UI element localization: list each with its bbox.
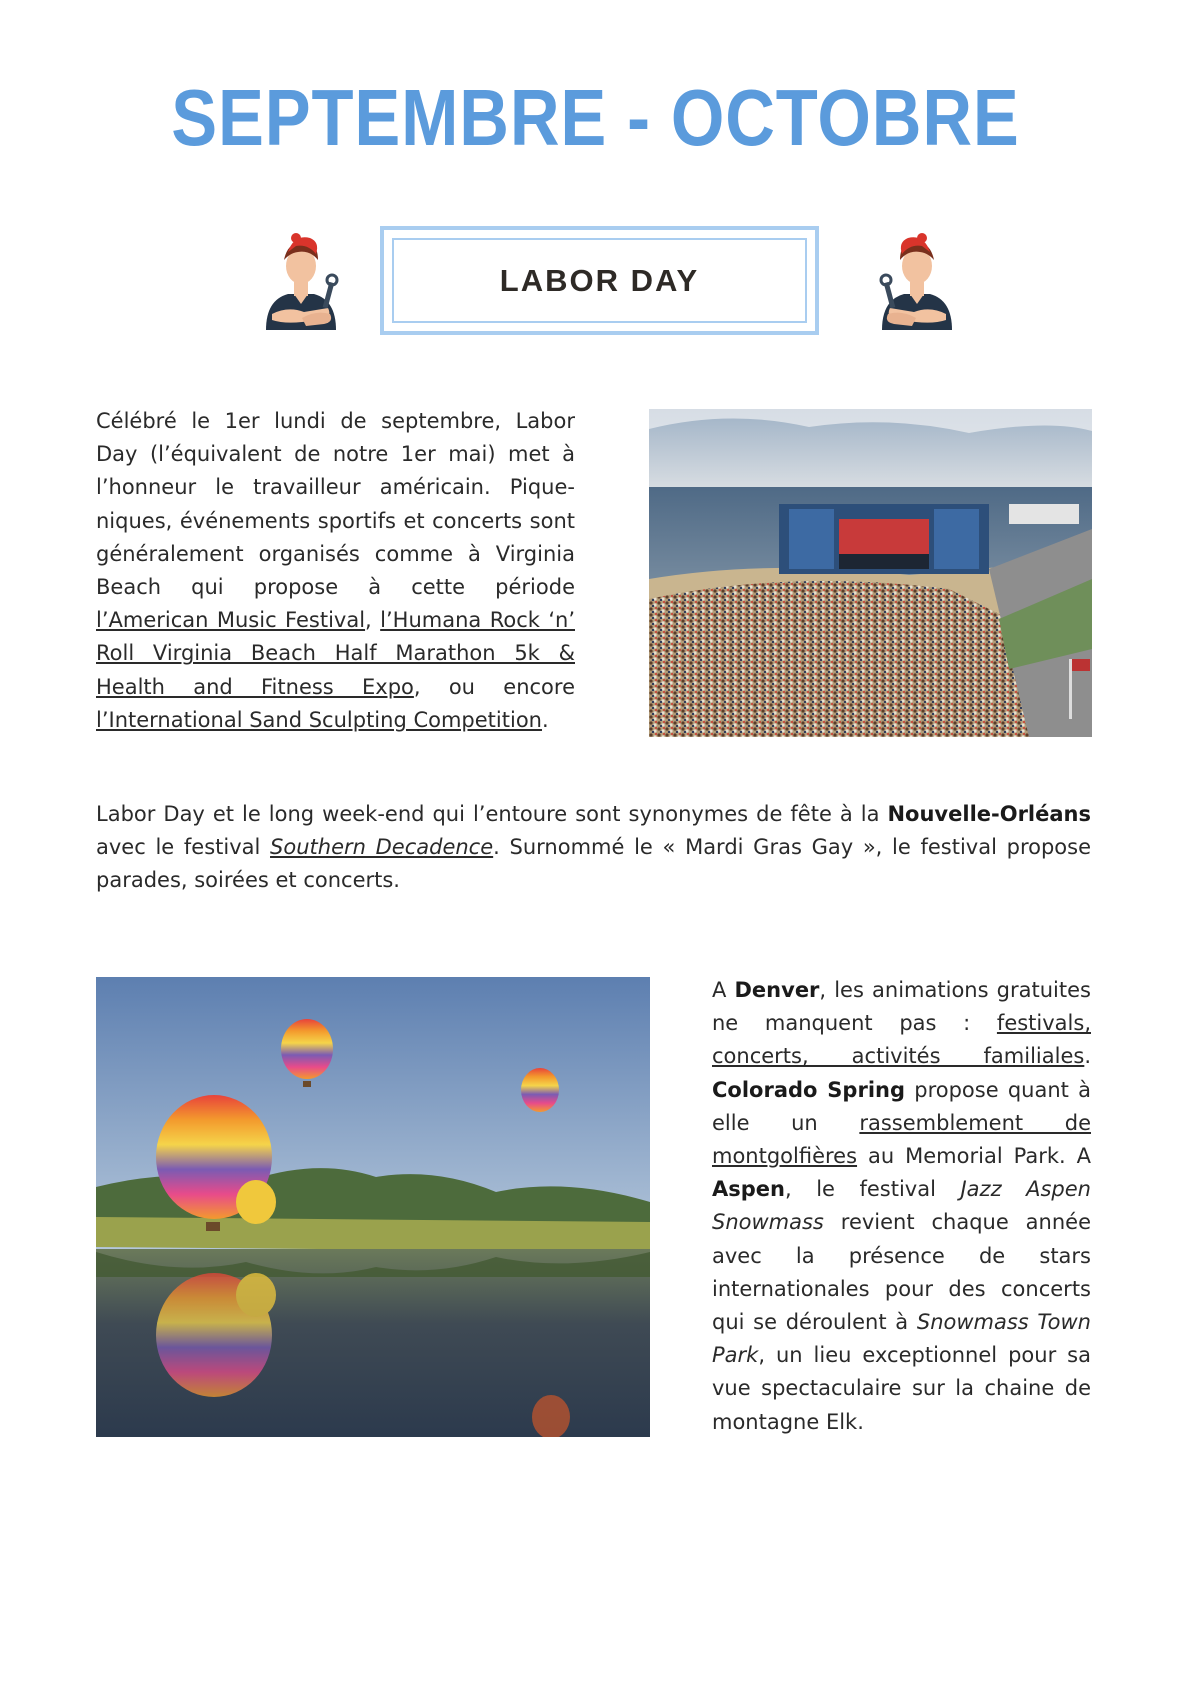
worker-woman-wrench-icon: [874, 230, 960, 336]
text-span: Labor Day et le long week-end qui l’entoure sont synonymes de fête à la: [96, 802, 888, 826]
link-american-music-festival[interactable]: l’American Music Festival: [96, 608, 366, 633]
text-span: , les animations gratuites ne manquent pas :: [712, 978, 1091, 1036]
text-span: .: [1084, 1044, 1091, 1069]
section-heading-frame: [380, 226, 819, 335]
nouvelle-orleans-paragraph: [96, 798, 1091, 898]
hot-air-balloons-photo: [96, 977, 650, 1437]
text-span: , un lieu exceptionnel pour sa vue spectaculaire sur la chaine de montagne Elk.: [712, 1343, 1091, 1434]
text-span: . Surnommé le « Mardi Gras Gay », le festival propose parades, soirées et concerts.: [96, 835, 1092, 893]
italic-jazz-aspen-snowmass: Jazz Aspen Snowmass: [712, 1177, 1091, 1235]
section-heading: LABOR DAY: [499, 262, 700, 298]
page-title: SEPTEMBRE - OCTOBRE: [171, 73, 1020, 162]
text-span: ,: [365, 608, 381, 633]
bold-city-nouvelle-orleans: Nouvelle-Orléans: [887, 802, 1091, 826]
bold-city-aspen: Aspen: [712, 1177, 785, 1202]
text-span: Célébré le 1er lundi de septembre, Labor Day (l’équivalent de notre 1er mai) met à l’honneur le travailleur américain. Pique-niques, événements sportifs et concerts sont généralement organisés comme à Virginia Beach qui propose à cette période: [96, 409, 575, 600]
text-span: , le festival: [784, 1177, 961, 1202]
worker-woman-wrench-icon: [258, 230, 344, 336]
denver-aspen-paragraph: [712, 974, 1091, 1439]
text-span: au Memorial Park. A: [857, 1144, 1091, 1169]
labor-day-paragraph: [96, 405, 575, 737]
bold-city-colorado-spring: Colorado Spring: [712, 1077, 906, 1102]
text-span: A: [712, 978, 735, 1002]
text-span: propose quant à elle un: [712, 1077, 1091, 1135]
link-sand-sculpting-competition[interactable]: l’International Sand Sculpting Competition: [96, 707, 542, 732]
link-festivals-concerts-activites[interactable]: festivals, concerts, activités familiales: [712, 1011, 1091, 1069]
link-rassemblement-montgolfieres[interactable]: rassemblement de montgolfières: [712, 1110, 1091, 1169]
text-span: .: [541, 707, 549, 732]
virginia-beach-concert-photo: [649, 409, 1092, 737]
text-span: avec le festival: [96, 835, 271, 860]
bold-city-denver: Denver: [734, 978, 820, 1002]
text-span: revient chaque année avec la présence de stars internationales pour des concerts qui se déroulent à: [712, 1210, 1091, 1335]
italic-snowmass-town-park: Snowmass Town Park: [712, 1310, 1091, 1368]
link-southern-decadence[interactable]: Southern Decadence: [270, 835, 494, 860]
text-span: , ou encore: [413, 674, 575, 699]
link-rock-n-roll-half-marathon[interactable]: l’Humana Rock ‘n’ Roll Virginia Beach Half Marathon 5k & Health and Fitness Expo: [96, 608, 575, 699]
